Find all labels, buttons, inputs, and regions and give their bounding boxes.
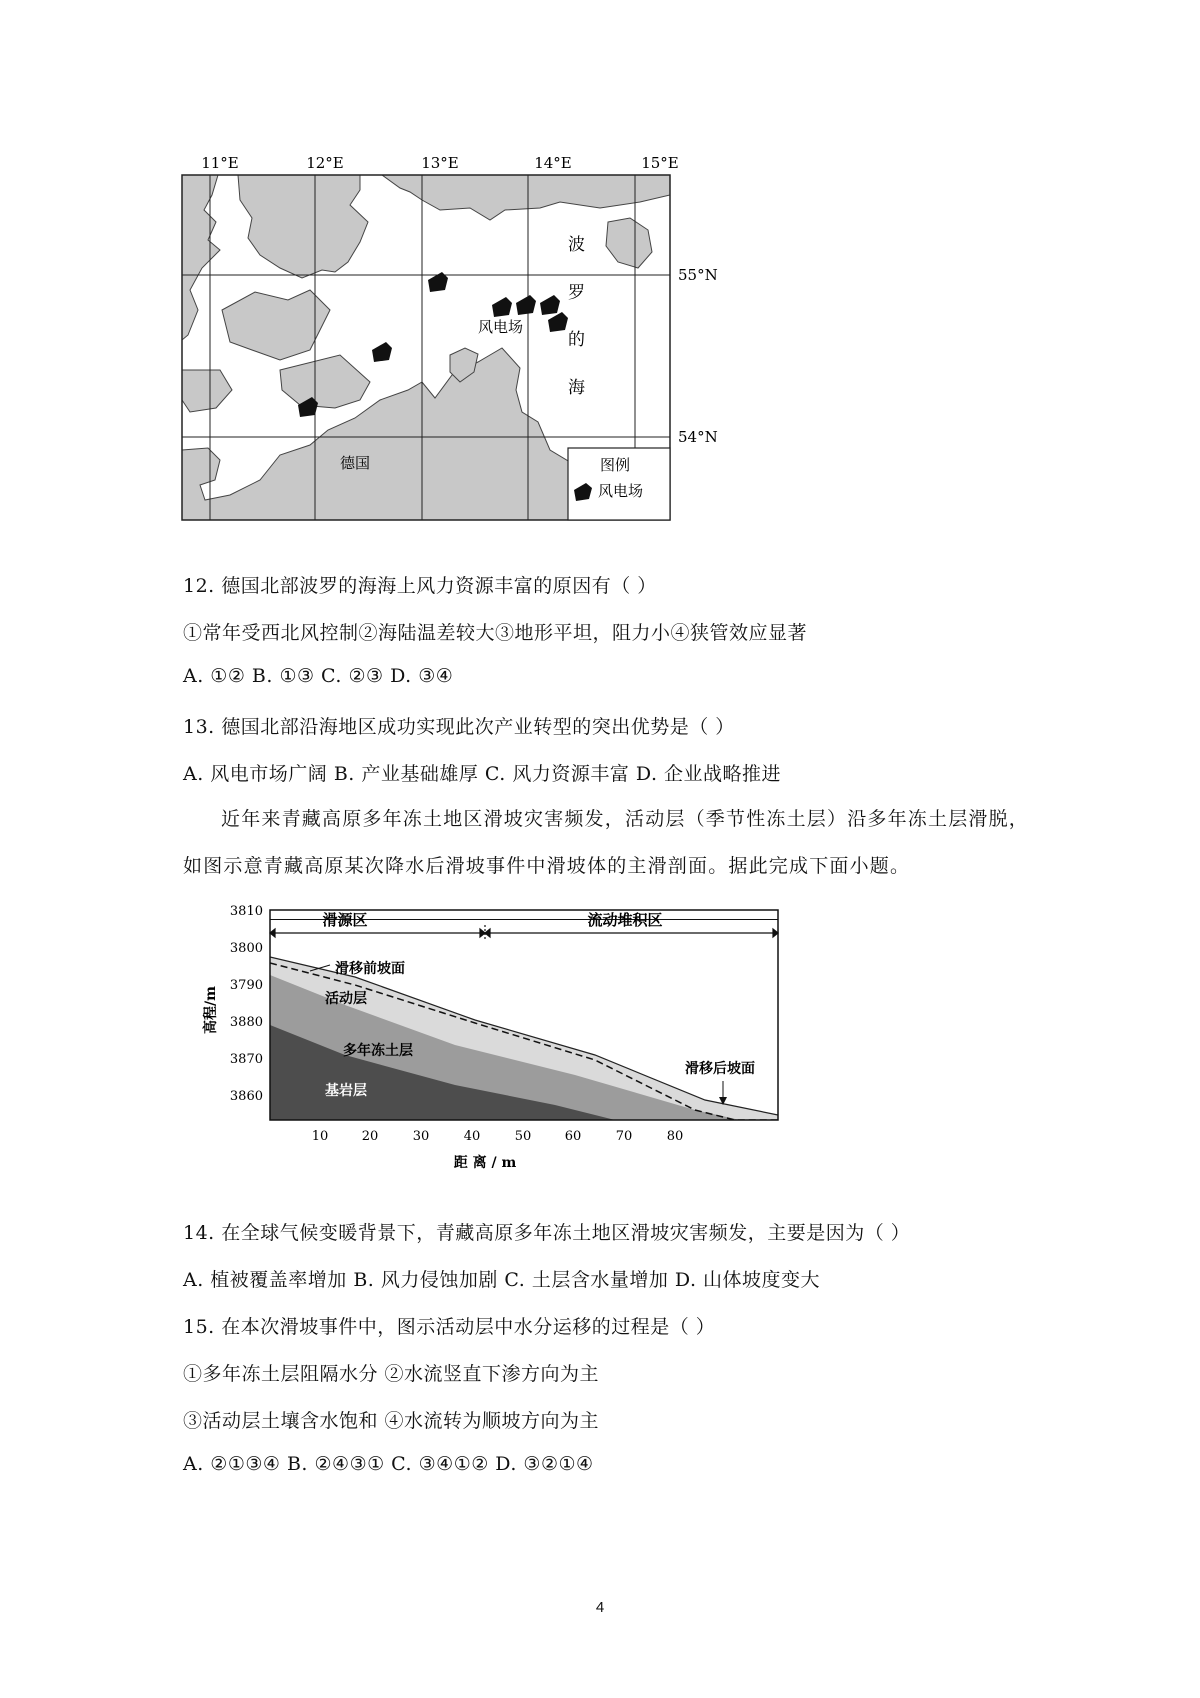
q13-stem: 13. 德国北部沿海地区成功实现此次产业转型的突出优势是（ ） [183, 716, 735, 738]
q12-statements: ①常年受西北风控制②海陆温差较大③地形平坦，阻力小④狭管效应显著 [183, 622, 808, 644]
lat-label-55n: 55°N [678, 266, 718, 284]
sea-label-char-1: 波 [568, 235, 585, 255]
q13-options: A. 风电市场广阔 B. 产业基础雄厚 C. 风力资源丰富 D. 企业战略推进 [183, 763, 782, 785]
sea-label-char-3: 的 [568, 330, 585, 350]
y-tick-4: 3880 [229, 1015, 263, 1030]
landslide-profile-figure [195, 905, 795, 1185]
country-label-germany: 德国 [340, 454, 371, 472]
q12-stem: 12. 德国北部波罗的海海上风力资源丰富的原因有（ ） [183, 575, 657, 597]
lat-label-54n: 54°N [678, 428, 718, 446]
q15-statements-2: ③活动层土壤含水饱和 ④水流转为顺坡方向为主 [183, 1410, 600, 1432]
x-tick-80: 80 [666, 1129, 684, 1144]
x-tick-70: 70 [615, 1129, 633, 1144]
page-number: 4 [595, 1599, 605, 1616]
q15-statements-1: ①多年冻土层阻隔水分 ②水流竖直下渗方向为主 [183, 1363, 600, 1385]
sea-label-char-4: 海 [568, 378, 585, 398]
permafrost-layer-label: 多年冻土层 [343, 1043, 413, 1059]
legend-title: 图例 [600, 456, 631, 474]
q14-options: A. 植被覆盖率增加 B. 风力侵蚀加剧 C. 土层含水量增加 D. 山体坡度变大 [183, 1269, 821, 1291]
map-legend [568, 448, 670, 520]
q12-options: A. ①② B. ①③ C. ②③ D. ③④ [183, 665, 454, 687]
post-slide-surface-label: 滑移后坡面 [685, 1061, 755, 1077]
x-tick-50: 50 [514, 1129, 532, 1144]
sea-label-char-2: 罗 [568, 283, 585, 303]
bedrock-layer-label: 基岩层 [325, 1083, 367, 1099]
legend-item-label: 风电场 [598, 482, 644, 500]
lon-label-11e: 11°E [201, 154, 239, 172]
x-axis-label: 距 离 / m [453, 1155, 517, 1171]
y-tick-2: 3800 [229, 941, 263, 956]
baltic-wind-farm-map [160, 150, 760, 550]
wind-farm-label: 风电场 [478, 318, 524, 336]
x-tick-30: 30 [412, 1129, 430, 1144]
lon-label-15e: 15°E [641, 154, 679, 172]
q15-stem: 15. 在本次滑坡事件中，图示活动层中水分运移的过程是（ ） [183, 1316, 716, 1338]
x-tick-10: 10 [311, 1129, 329, 1144]
q15-options: A. ②①③④ B. ②④③① C. ③④①② D. ③②①④ [183, 1453, 594, 1475]
x-tick-60: 60 [564, 1129, 582, 1144]
lon-label-14e: 14°E [534, 154, 572, 172]
zone-flow-label: 流动堆积区 [587, 911, 663, 929]
y-tick-3: 3790 [229, 978, 263, 993]
x-tick-40: 40 [463, 1129, 481, 1144]
x-tick-20: 20 [361, 1129, 379, 1144]
y-axis-label: 高程/m [203, 986, 219, 1034]
lon-label-12e: 12°E [306, 154, 344, 172]
landslide-intro-paragraph: 近年来青藏高原多年冻土地区滑坡灾害频发，活动层（季节性冻土层）沿多年冻土层滑脱，如图示意青藏高原某次降水后滑坡事件中滑坡体的主滑剖面。据此完成下面小题。 [183, 808, 1030, 877]
y-tick-5: 3870 [229, 1052, 263, 1067]
q14-stem: 14. 在全球气候变暖背景下，青藏高原多年冻土地区滑坡灾害频发，主要是因为（ ） [183, 1222, 911, 1244]
y-tick-1: 3810 [229, 905, 263, 919]
lon-label-13e: 13°E [421, 154, 459, 172]
zone-source-label: 滑源区 [322, 911, 368, 929]
pre-slide-surface-label: 滑移前坡面 [335, 961, 405, 977]
active-layer-label: 活动层 [325, 991, 367, 1007]
y-tick-6: 3860 [229, 1089, 263, 1104]
